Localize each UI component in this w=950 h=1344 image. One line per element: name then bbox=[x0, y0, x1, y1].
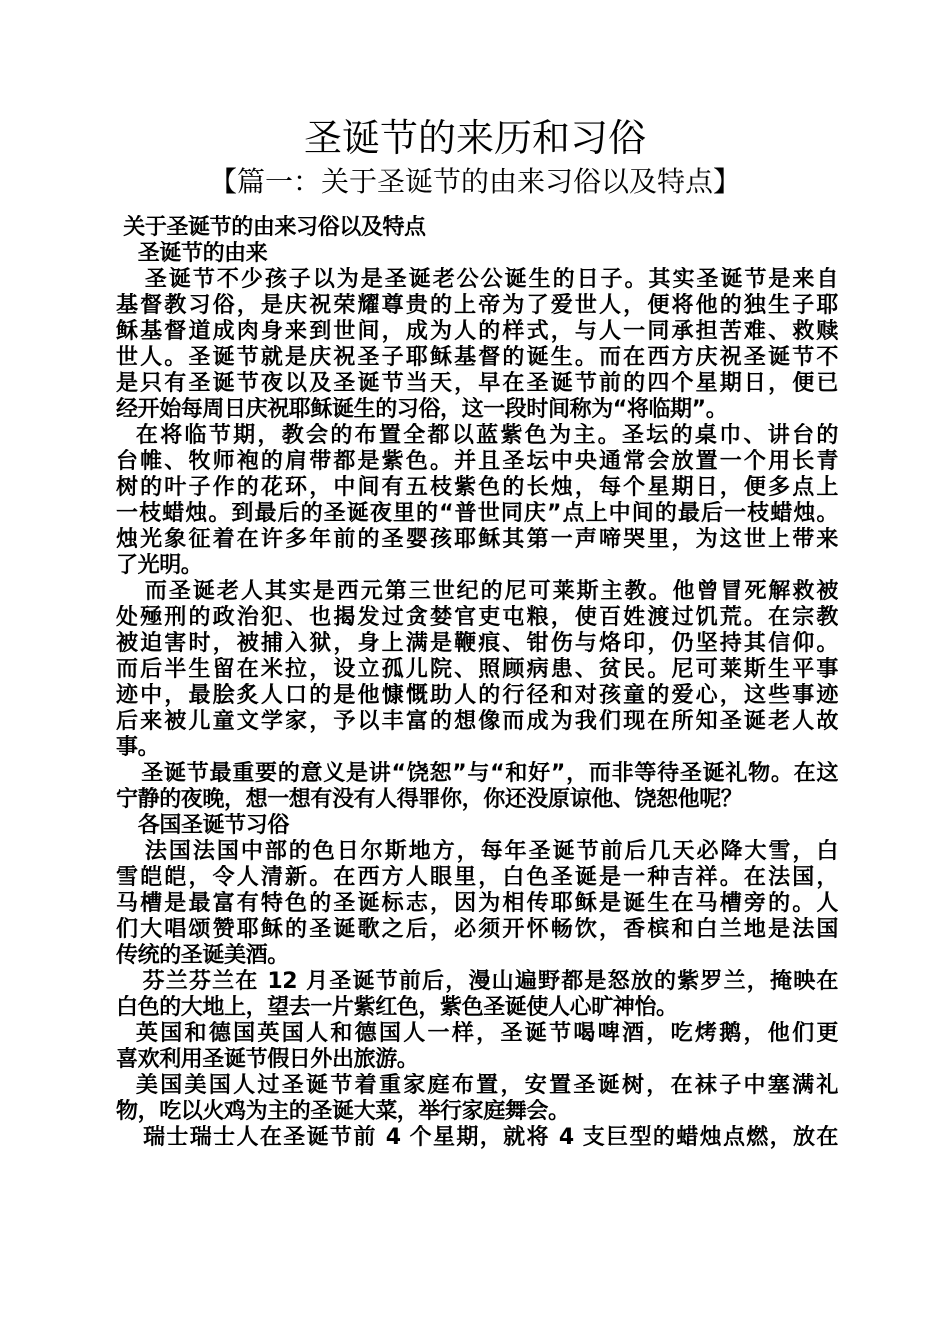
text-line: 台帷、牧师袍的肩带都是紫色。并且圣坛中央通常会放置一个用长青 bbox=[116, 449, 838, 474]
text-line: 马槽是最富有特色的圣诞标志，因为相传耶稣是诞生在马槽旁的。人 bbox=[116, 891, 838, 916]
text-line: 雪皑皑，令人清新。在西方人眼里，白色圣诞是一种吉祥。在法国， bbox=[116, 865, 838, 890]
text-line: 圣诞节不少孩子以为是圣诞老公公诞生的日子。其实圣诞节是来自 bbox=[116, 267, 838, 292]
text-line: 被迫害时，被捕入狱，身上满是鞭痕、钳伤与烙印，仍坚持其信仰。 bbox=[116, 631, 838, 656]
text-line: 后来被儿童文学家，予以丰富的想像而成为我们现在所知圣诞老人故 bbox=[116, 709, 838, 734]
text-line: 了光明。 bbox=[116, 553, 203, 578]
text-line: 芬兰芬兰在 12 月圣诞节前后，漫山遍野都是怒放的紫罗兰，掩映在 bbox=[116, 969, 838, 994]
document-title: 圣诞节的来历和习俗 bbox=[303, 116, 646, 160]
text-line: 基督教习俗，是庆祝荣耀尊贵的上帝为了爱世人，便将他的独生子耶 bbox=[116, 293, 838, 318]
text-line: 烛光象征着在许多年前的圣婴孩耶稣其第一声啼哭里，为这世上带来 bbox=[116, 527, 838, 552]
text-line: 瑞士瑞士人在圣诞节前 4 个星期，就将 4 支巨型的蜡烛点燃，放在 bbox=[116, 1125, 838, 1150]
document-body bbox=[116, 215, 838, 1151]
text-line: 白色的大地上，望去一片紫红色，紫色圣诞使人心旷神怡。 bbox=[116, 995, 678, 1020]
text-line: 树的叶子作的花环，中间有五枝紫色的长烛，每个星期日，便多点上 bbox=[116, 475, 838, 500]
text-line: 世人。圣诞节就是庆祝圣子耶稣基督的诞生。而在西方庆祝圣诞节不 bbox=[116, 345, 838, 370]
text-line: 物，吃以火鸡为主的圣诞大菜，举行家庭舞会。 bbox=[116, 1099, 570, 1124]
text-line: 处殛刑的政治犯、也揭发过贪婪官吏屯粮，使百姓渡过饥荒。在宗教 bbox=[116, 605, 838, 630]
text-line: 而圣诞老人其实是西元第三世纪的尼可莱斯主教。他曾冒死解救被 bbox=[116, 579, 838, 604]
text-line: 法国法国中部的色日尔斯地方，每年圣诞节前后几天必降大雪，白 bbox=[116, 839, 838, 864]
text-line: 美国美国人过圣诞节着重家庭布置，安置圣诞树，在袜子中塞满礼 bbox=[116, 1073, 838, 1098]
text-line: 喜欢利用圣诞节假日外出旅游。 bbox=[116, 1047, 419, 1072]
text-line: 圣诞节的由来 bbox=[116, 241, 268, 266]
text-line: 圣诞节最重要的意义是讲“饶恕”与“和好”，而非等待圣诞礼物。在这 bbox=[116, 761, 838, 786]
document-subtitle: 【篇一：关于圣诞节的由来习俗以及特点】 bbox=[208, 165, 741, 198]
text-line: 传统的圣诞美酒。 bbox=[116, 943, 289, 968]
text-line: 们大唱颂赞耶稣的圣诞歌之后，必须开怀畅饮，香槟和白兰地是法国 bbox=[116, 917, 838, 942]
text-line: 英国和德国英国人和德国人一样，圣诞节喝啤酒，吃烤鹅，他们更 bbox=[116, 1021, 838, 1046]
text-line: 在将临节期，教会的布置全都以蓝紫色为主。圣坛的桌巾、讲台的 bbox=[116, 423, 838, 448]
text-line: 迹中，最脍炙人口的是他慷慨助人的行径和对孩童的爱心，这些事迹 bbox=[116, 683, 838, 708]
text-line: 是只有圣诞节夜以及圣诞节当天，早在圣诞节前的四个星期日，便已 bbox=[116, 371, 838, 396]
text-line: 稣基督道成肉身来到世间，成为人的样式，与人一同承担苦难、救赎 bbox=[116, 319, 838, 344]
text-line: 经开始每周日庆祝耶稣诞生的习俗，这一段时间称为“将临期”。 bbox=[116, 397, 728, 422]
text-line: 而后半生留在米拉，设立孤儿院、照顾病患、贫民。尼可莱斯生平事 bbox=[116, 657, 838, 682]
text-line: 关于圣诞节的由来习俗以及特点 bbox=[116, 215, 426, 240]
text-line: 宁静的夜晚，想一想有没有人得罪你，你还没原谅他、饶恕他呢？ bbox=[116, 787, 743, 812]
text-line: 各国圣诞节习俗 bbox=[116, 813, 289, 838]
text-line: 一枝蜡烛。到最后的圣诞夜里的“普世同庆”点上中间的最后一枝蜡烛。 bbox=[116, 501, 838, 526]
text-line: 事。 bbox=[116, 735, 160, 760]
